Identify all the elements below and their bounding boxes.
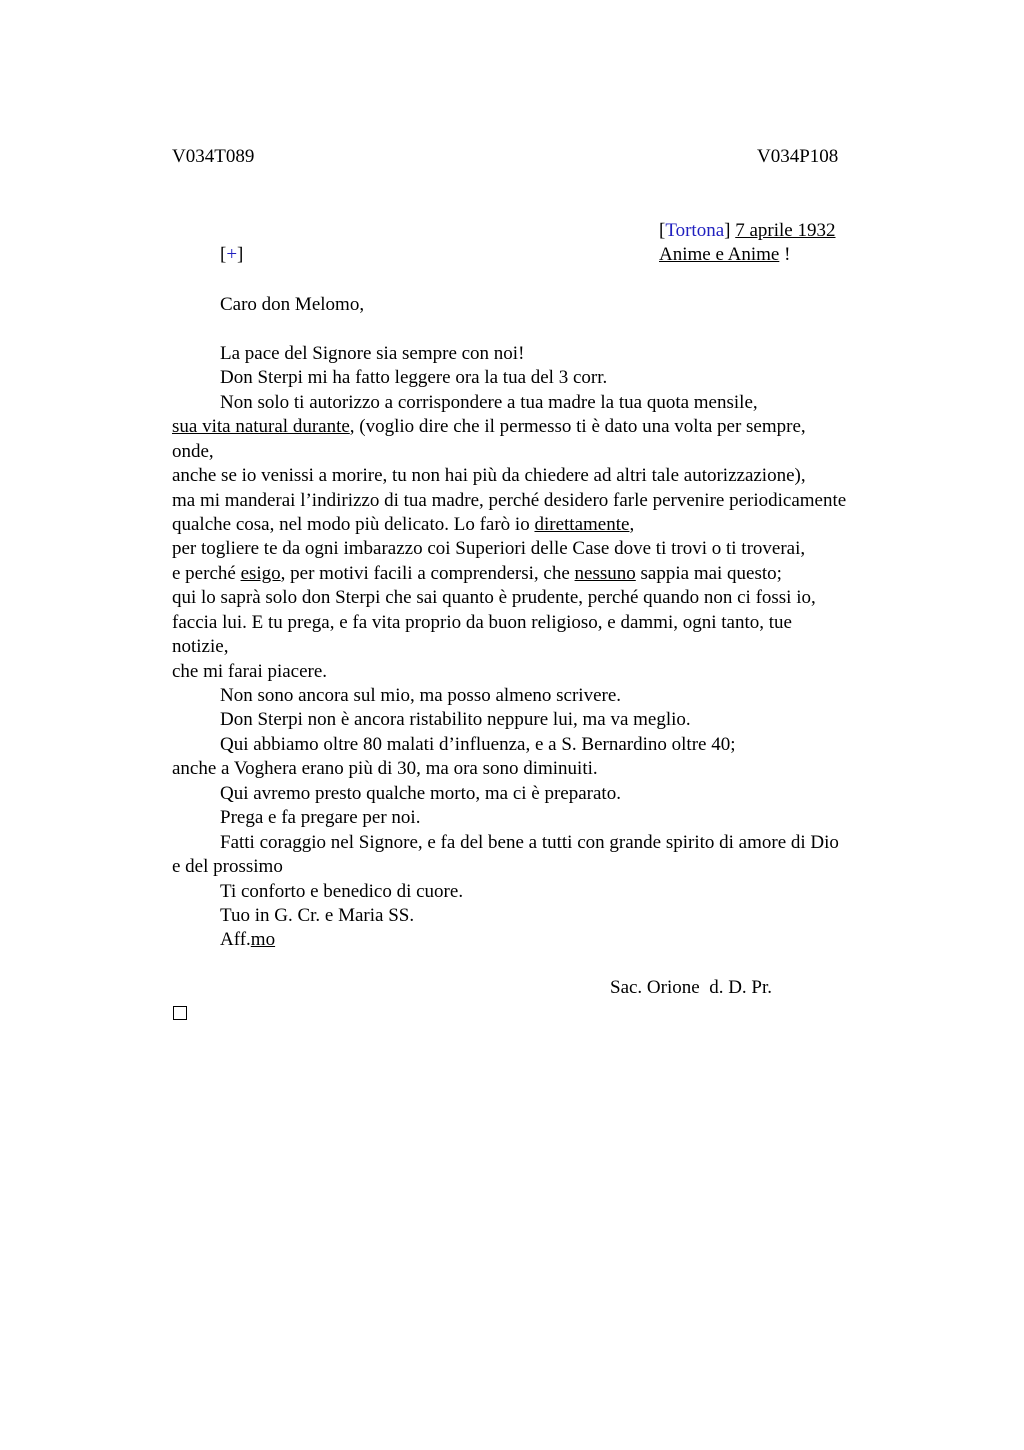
- body-text: , (voglio dire che il permesso ti è dato una volta per sempre,: [349, 416, 806, 437]
- place-bracket-close: ]: [724, 220, 731, 241]
- body-text: e perché: [172, 563, 241, 584]
- body-line-8: [172, 513, 634, 537]
- body-text: qualche cosa, nel modo più delicato. Lo farò io: [172, 514, 535, 535]
- underlined-word: nessuno: [574, 563, 636, 584]
- body-line-6: anche se io venissi a morire, tu non hai più da chiedere ad altri tale autorizzazione),: [172, 465, 806, 486]
- body-line-13: notizie,: [172, 636, 229, 657]
- body-line-18: anche a Voghera erano più di 30, ma ora sono diminuiti.: [172, 758, 598, 779]
- motto-suffix: !: [779, 244, 791, 265]
- body-text: Aff.: [220, 929, 251, 950]
- body-text: , per motivi facili a comprendersi, che: [280, 563, 575, 584]
- place-bracket-open: [: [659, 220, 666, 241]
- body-line-14: che mi farai piacere.: [172, 661, 328, 682]
- body-text: sappia mai questo;: [635, 563, 782, 584]
- underlined-word: esigo: [240, 563, 281, 584]
- body-line-12: faccia lui. E tu prega, e fa vita proprio da buon religioso, e dammi, ogni tanto, tue: [172, 612, 792, 633]
- cross-bracket-close: ]: [237, 244, 244, 265]
- closing-affmo: [220, 928, 275, 952]
- document-code-right: V034P108: [757, 146, 839, 167]
- cross-bracket-open: [: [220, 244, 227, 265]
- motto: Anime e Anime: [659, 244, 780, 265]
- cross-icon: +: [226, 244, 238, 265]
- document-code-left: V034T089: [172, 146, 255, 167]
- body-text: ,: [629, 514, 635, 535]
- body-line-9: per togliere te da ogni imbarazzo coi Superiori delle Case dove ti trovi o ti troverai,: [172, 538, 806, 559]
- underlined-phrase: sua vita natural durante: [172, 416, 350, 437]
- body-line-24: Tuo in G. Cr. e Maria SS.: [220, 905, 415, 926]
- body-line-3: Non solo ti autorizzo a corrispondere a tua madre la tua quota mensile,: [220, 392, 758, 413]
- body-line-15: Non sono ancora sul mio, ma posso almeno scrivere.: [220, 685, 622, 706]
- salutation: Caro don Melomo,: [220, 294, 365, 315]
- body-line-11: qui lo saprà solo don Sterpi che sai quanto è prudente, perché quando non ci fossi io,: [172, 587, 816, 608]
- body-line-5: onde,: [172, 441, 214, 462]
- cross-mark: [220, 244, 243, 266]
- end-box-icon: [173, 1006, 187, 1020]
- body-line-23: Ti conforto e benedico di cuore.: [220, 881, 464, 902]
- body-line-20: Prega e fa pregare per noi.: [220, 807, 421, 828]
- underlined-word: direttamente: [534, 514, 630, 535]
- body-line-21: Fatti coraggio nel Signore, e fa del bene a tutti con grande spirito di amore di Dio: [220, 832, 839, 853]
- letter-date: 7 aprile 1932: [735, 220, 836, 241]
- motto-line: [659, 244, 790, 266]
- body-line-17: Qui abbiamo oltre 80 malati d’influenza, e a S. Bernardino oltre 40;: [220, 734, 736, 755]
- body-line-7: ma mi manderai l’indirizzo di tua madre, perché desidero farle pervenire periodicamente: [172, 490, 847, 511]
- body-line-16: Don Sterpi non è ancora ristabilito neppure lui, ma va meglio.: [220, 709, 691, 730]
- underlined-word: mo: [250, 929, 276, 950]
- place-name: Tortona: [665, 220, 725, 241]
- body-line-4: [172, 415, 806, 439]
- signature: Sac. Orione d. D. Pr.: [610, 977, 773, 998]
- body-line-2: Don Sterpi mi ha fatto leggere ora la tua del 3 corr.: [220, 367, 608, 388]
- place-date-line: [659, 220, 836, 242]
- body-line-1: La pace del Signore sia sempre con noi!: [220, 343, 525, 364]
- body-line-10: [172, 562, 782, 586]
- body-line-22: e del prossimo: [172, 856, 283, 877]
- body-line-19: Qui avremo presto qualche morto, ma ci è preparato.: [220, 783, 621, 804]
